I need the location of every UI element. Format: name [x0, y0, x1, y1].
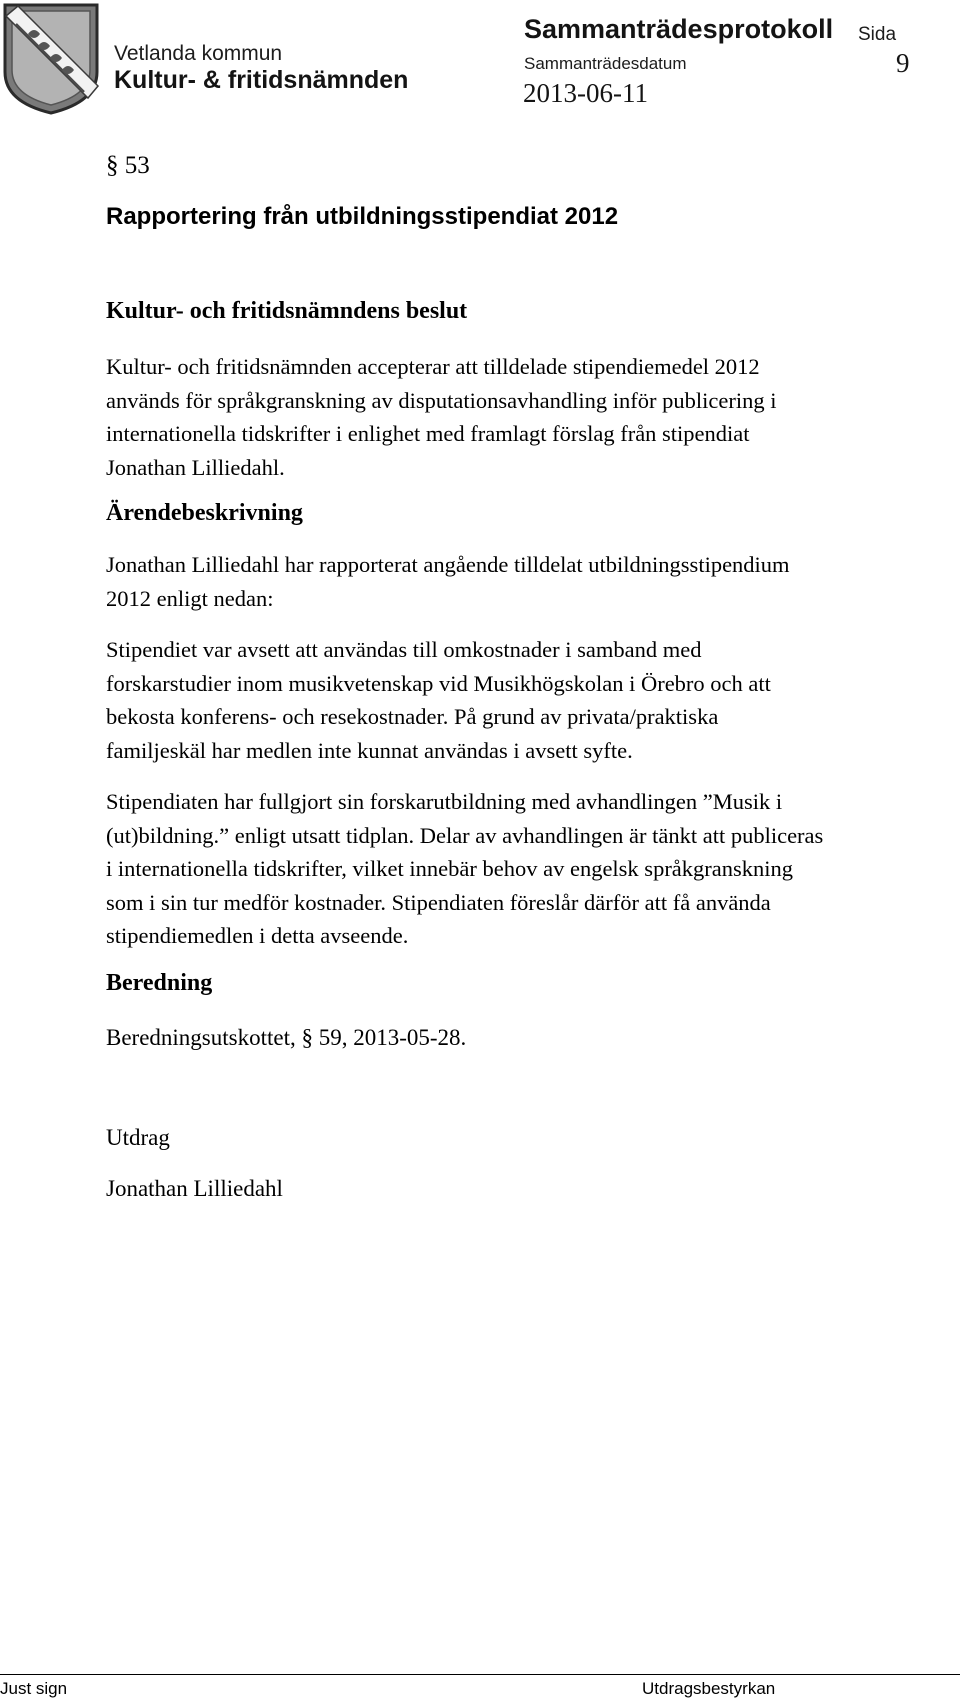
- preparation-text: [106, 1021, 960, 1055]
- description-purpose: [106, 633, 960, 767]
- text-line: Stipendiaten har fullgjort sin forskarutbildning med avhandlingen ”Musik i: [106, 789, 783, 814]
- footer-signature-label: Just sign: [0, 1679, 68, 1698]
- preparation-heading: Beredning: [106, 970, 213, 996]
- item-title: Rapportering från utbildningsstipendiat 2012: [106, 203, 619, 230]
- text-line: bekosta konferens- och resekostnader. På grund av privata/praktiska: [106, 704, 719, 729]
- decision-heading: Kultur- och fritidsnämndens beslut: [106, 298, 468, 324]
- text-line: Kultur- och fritidsnämnden accepterar att tilldelade stipendiemedel 2012: [106, 354, 760, 379]
- page-label: Sida: [858, 24, 897, 45]
- municipal-coat-of-arms-icon: [2, 2, 100, 116]
- description-status: [106, 785, 960, 953]
- text-line: stipendiemedlen i detta avseende.: [106, 923, 409, 948]
- text-line: forskarstudier inom musikvetenskap vid Musikhögskolan i Örebro och att: [106, 670, 771, 696]
- footer-certification-label: Utdragsbestyrkan: [642, 1679, 776, 1698]
- extract-label: Utdrag: [106, 1125, 170, 1150]
- text-line: familjeskäl har medlen inte kunnat användas i avsett syfte.: [106, 737, 633, 763]
- paragraph-number: § 53: [106, 152, 150, 179]
- decision-text: [106, 350, 960, 484]
- text-line: som i sin tur medför kostnader. Stipendiaten föreslår därför att få använda: [106, 889, 771, 915]
- board-name: Kultur- & fritidsnämnden: [114, 66, 409, 94]
- text-line: används för språkgranskning av disputationsavhandling inför publicering i: [106, 387, 777, 413]
- organization-name: Vetlanda kommun: [114, 42, 283, 65]
- text-line: (ut)bildning.” enligt utsatt tidplan. Delar av avhandlingen är tänkt att publiceras: [106, 822, 824, 848]
- description-intro: [106, 548, 960, 615]
- document-type-title: Sammanträdesprotokoll: [524, 14, 834, 44]
- extract-recipient: Jonathan Lilliedahl: [106, 1176, 283, 1201]
- description-heading: Ärendebeskrivning: [106, 500, 303, 526]
- footer-divider: [0, 1674, 960, 1675]
- text-line: i internationella tidskrifter, vilket innebär behov av engelsk språkgranskning: [106, 856, 794, 881]
- text-line: Jonathan Lilliedahl har rapporterat angående tilldelat utbildningsstipendium: [106, 552, 790, 577]
- meeting-date: 2013-06-11: [523, 78, 648, 108]
- meeting-date-label: Sammanträdesdatum: [524, 54, 687, 73]
- text-line: Stipendiet var avsett att användas till omkostnader i samband med: [106, 637, 702, 662]
- page-number: 9: [896, 48, 910, 78]
- text-line: Jonathan Lilliedahl.: [106, 454, 285, 480]
- text-line: internationella tidskrifter i enlighet med framlagt förslag från stipendiat: [106, 421, 750, 446]
- text-line: Beredningsutskottet, § 59, 2013-05-28.: [106, 1025, 467, 1050]
- text-line: 2012 enligt nedan:: [106, 585, 274, 611]
